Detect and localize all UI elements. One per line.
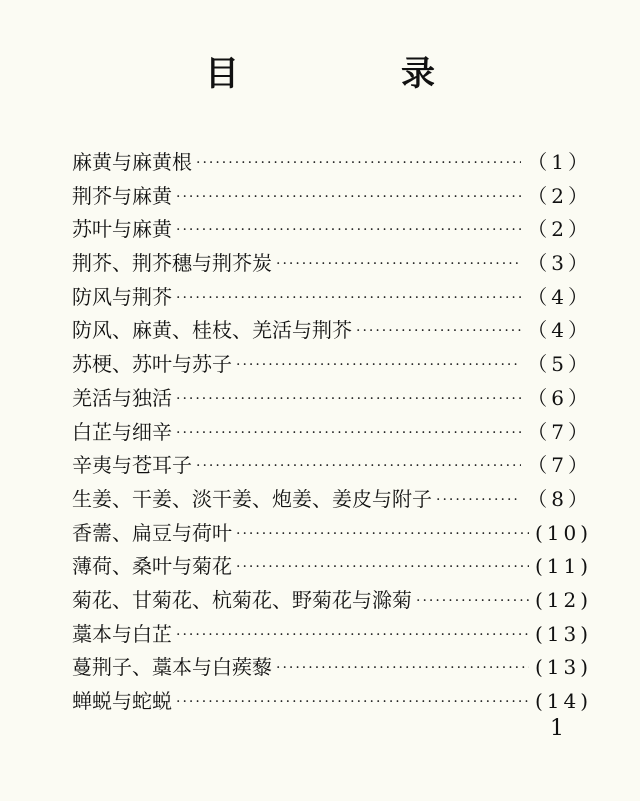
toc-entry-page: (13) [534,621,592,646]
toc-dot-leader [436,484,521,518]
toc-entry [72,146,592,180]
toc-dot-leader [416,585,529,619]
toc-entry-page: （1） [527,150,592,174]
toc-entry-page: (13) [534,655,592,680]
toc-entry [72,382,592,416]
toc-dot-leader [276,248,521,282]
toc-entry-label: 羌活与独活 [72,385,172,410]
toc-entry [72,517,592,551]
toc-entry [72,618,592,652]
toc-entry-page: （2） [527,217,592,242]
toc-entry [72,651,592,685]
toc-entry-label: 辛夷与苍耳子 [72,453,192,478]
toc-dot-leader [176,214,521,248]
toc-entry-label: 荆芥与麻黄 [72,183,172,208]
toc-dot-leader [176,686,529,720]
toc-entry-page: （8） [527,486,592,511]
toc-entry-label: 荆芥、荆芥穗与荆芥炭 [72,251,272,276]
toc-entry-label: 苏叶与麻黄 [72,217,172,242]
toc-entry-label: 防风与荆芥 [72,284,172,309]
toc-dot-leader [236,518,529,552]
toc-entry-page: (11) [534,554,592,579]
toc-entry [72,180,592,214]
toc-entry-label: 藁本与白芷 [72,621,172,646]
toc-entry-page: （3） [527,251,592,276]
toc-entry-page: （6） [527,385,592,410]
toc-entry-page: （4） [527,318,592,343]
toc-entry [72,550,592,584]
toc-entry-label: 麻黄与麻黄根 [72,150,192,174]
toc-entry-label: 蝉蜕与蛇蜕 [72,689,172,713]
toc-entry [72,314,592,348]
page-number: 1 [550,716,564,741]
toc-entry [72,247,592,281]
toc-dot-leader [176,417,521,451]
toc-entry-label: 薄荷、桑叶与菊花 [72,554,232,579]
toc-entry-page: （7） [527,453,592,478]
toc-entry-page: (14) [534,689,592,713]
toc-dot-leader [176,619,529,653]
toc-entry-page: (10) [534,520,592,545]
toc-dot-leader [196,147,521,181]
toc-dot-leader [276,652,529,686]
toc-entry-label: 蔓荆子、藁本与白蒺藜 [72,655,272,680]
toc-entry [72,416,592,450]
toc-dot-leader [176,181,521,215]
toc-entry-page: (12) [534,587,592,612]
toc-dot-leader [236,551,529,585]
toc-dot-leader [176,282,521,316]
toc-entry [72,213,592,247]
toc-entry [72,348,592,382]
toc-entry-page: （7） [527,419,592,444]
toc-entry-label: 菊花、甘菊花、杭菊花、野菊花与滁菊 [72,587,412,612]
toc-dot-leader [356,315,521,349]
toc-entry-label: 香薷、扁豆与荷叶 [72,520,232,545]
toc-dot-leader [176,383,521,417]
toc-entry-label: 生姜、干姜、淡干姜、炮姜、姜皮与附子 [72,486,432,511]
toc-entry-page: （5） [527,352,592,377]
table-of-contents [72,146,592,719]
toc-entry [72,281,592,315]
toc-dot-leader [196,450,521,484]
toc-entry [72,584,592,618]
toc-entry-label: 白芷与细辛 [72,419,172,444]
toc-entry-page: （4） [527,284,592,309]
toc-entry [72,483,592,517]
toc-dot-leader [236,349,521,383]
toc-entry-label: 苏梗、苏叶与苏子 [72,352,232,377]
toc-entry [72,449,592,483]
page-title: 目 录 [205,54,499,94]
toc-entry [72,685,592,719]
toc-entry-page: （2） [527,183,592,208]
toc-entry-label: 防风、麻黄、桂枝、羌活与荆芥 [72,318,352,343]
